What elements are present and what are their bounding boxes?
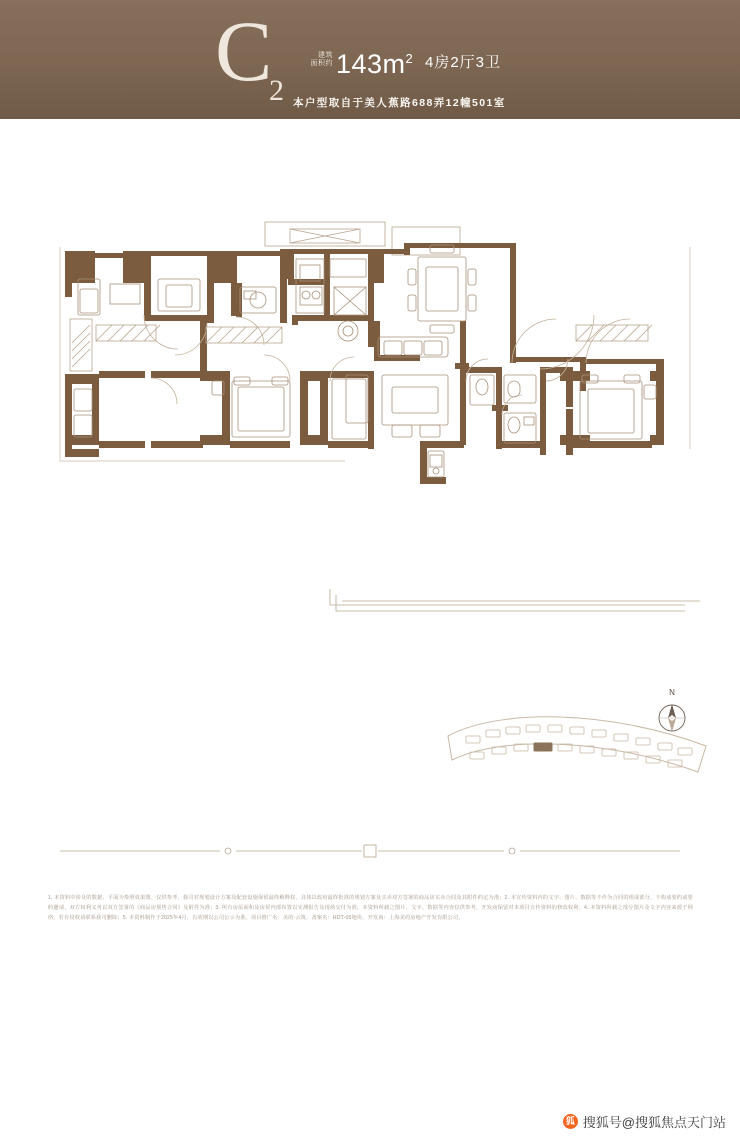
unit-subscript: 2 <box>269 74 284 107</box>
watermark-text: 搜狐号@搜狐焦点天门站 <box>582 1115 726 1130</box>
footnote-text: 1. 本资料中涉及的数据、平面为参照效果图、仅供参考，我司对规划设计方案及配套设施保留最终解释权，具体以政府最终批准的规划方案及买卖双方签署的商品房买卖合同及其附件约定为准；2. 本宣传资料内的文字、图片、数据等不作为合同的组成部分，不构成要约或要约邀请，双方权利义务以双方签署的《商品房预售合同》及附件为准；3. 所有房屋面积及房屋内部布置以实测报告及现场交付为准，本资料所载之图片、文字、数据等内容仅供参考，开发商保留对本项目宣传资料的修改权利；4. 本资料所载之部分图片及文字内容来源于网络，若有侵权请联系我司删除；5. 本资料制作于2025年4月，有效期以公司公示为准。项目推广名：美的·云筑，备案名：HDT-05地块，开发商：上海美的房地产开发有限公司。 <box>48 895 693 921</box>
unit-letter: C <box>215 3 273 99</box>
area-value <box>336 44 413 79</box>
divider-ornament <box>60 843 680 859</box>
floorplan-drawing <box>0 119 740 679</box>
header-band <box>0 0 740 119</box>
floorplan-container <box>0 119 740 679</box>
section-divider <box>60 843 680 859</box>
compass-north-label: N <box>669 688 675 697</box>
room-spec: 4房2厅3卫 <box>425 54 502 71</box>
sohu-logo-icon: 狐 <box>563 1114 578 1129</box>
area-number: 143m <box>336 49 406 79</box>
site-map <box>430 700 720 810</box>
address-note: 本户型取自于美人蕉路688弄12幢501室 <box>293 97 506 109</box>
area-note-line2: 面积约 <box>310 60 333 67</box>
area-note-line1: 建筑 <box>318 52 333 59</box>
area-exponent: 2 <box>405 51 414 66</box>
area-note <box>299 52 333 68</box>
site-map-drawing <box>430 700 720 810</box>
watermark <box>563 1112 726 1131</box>
